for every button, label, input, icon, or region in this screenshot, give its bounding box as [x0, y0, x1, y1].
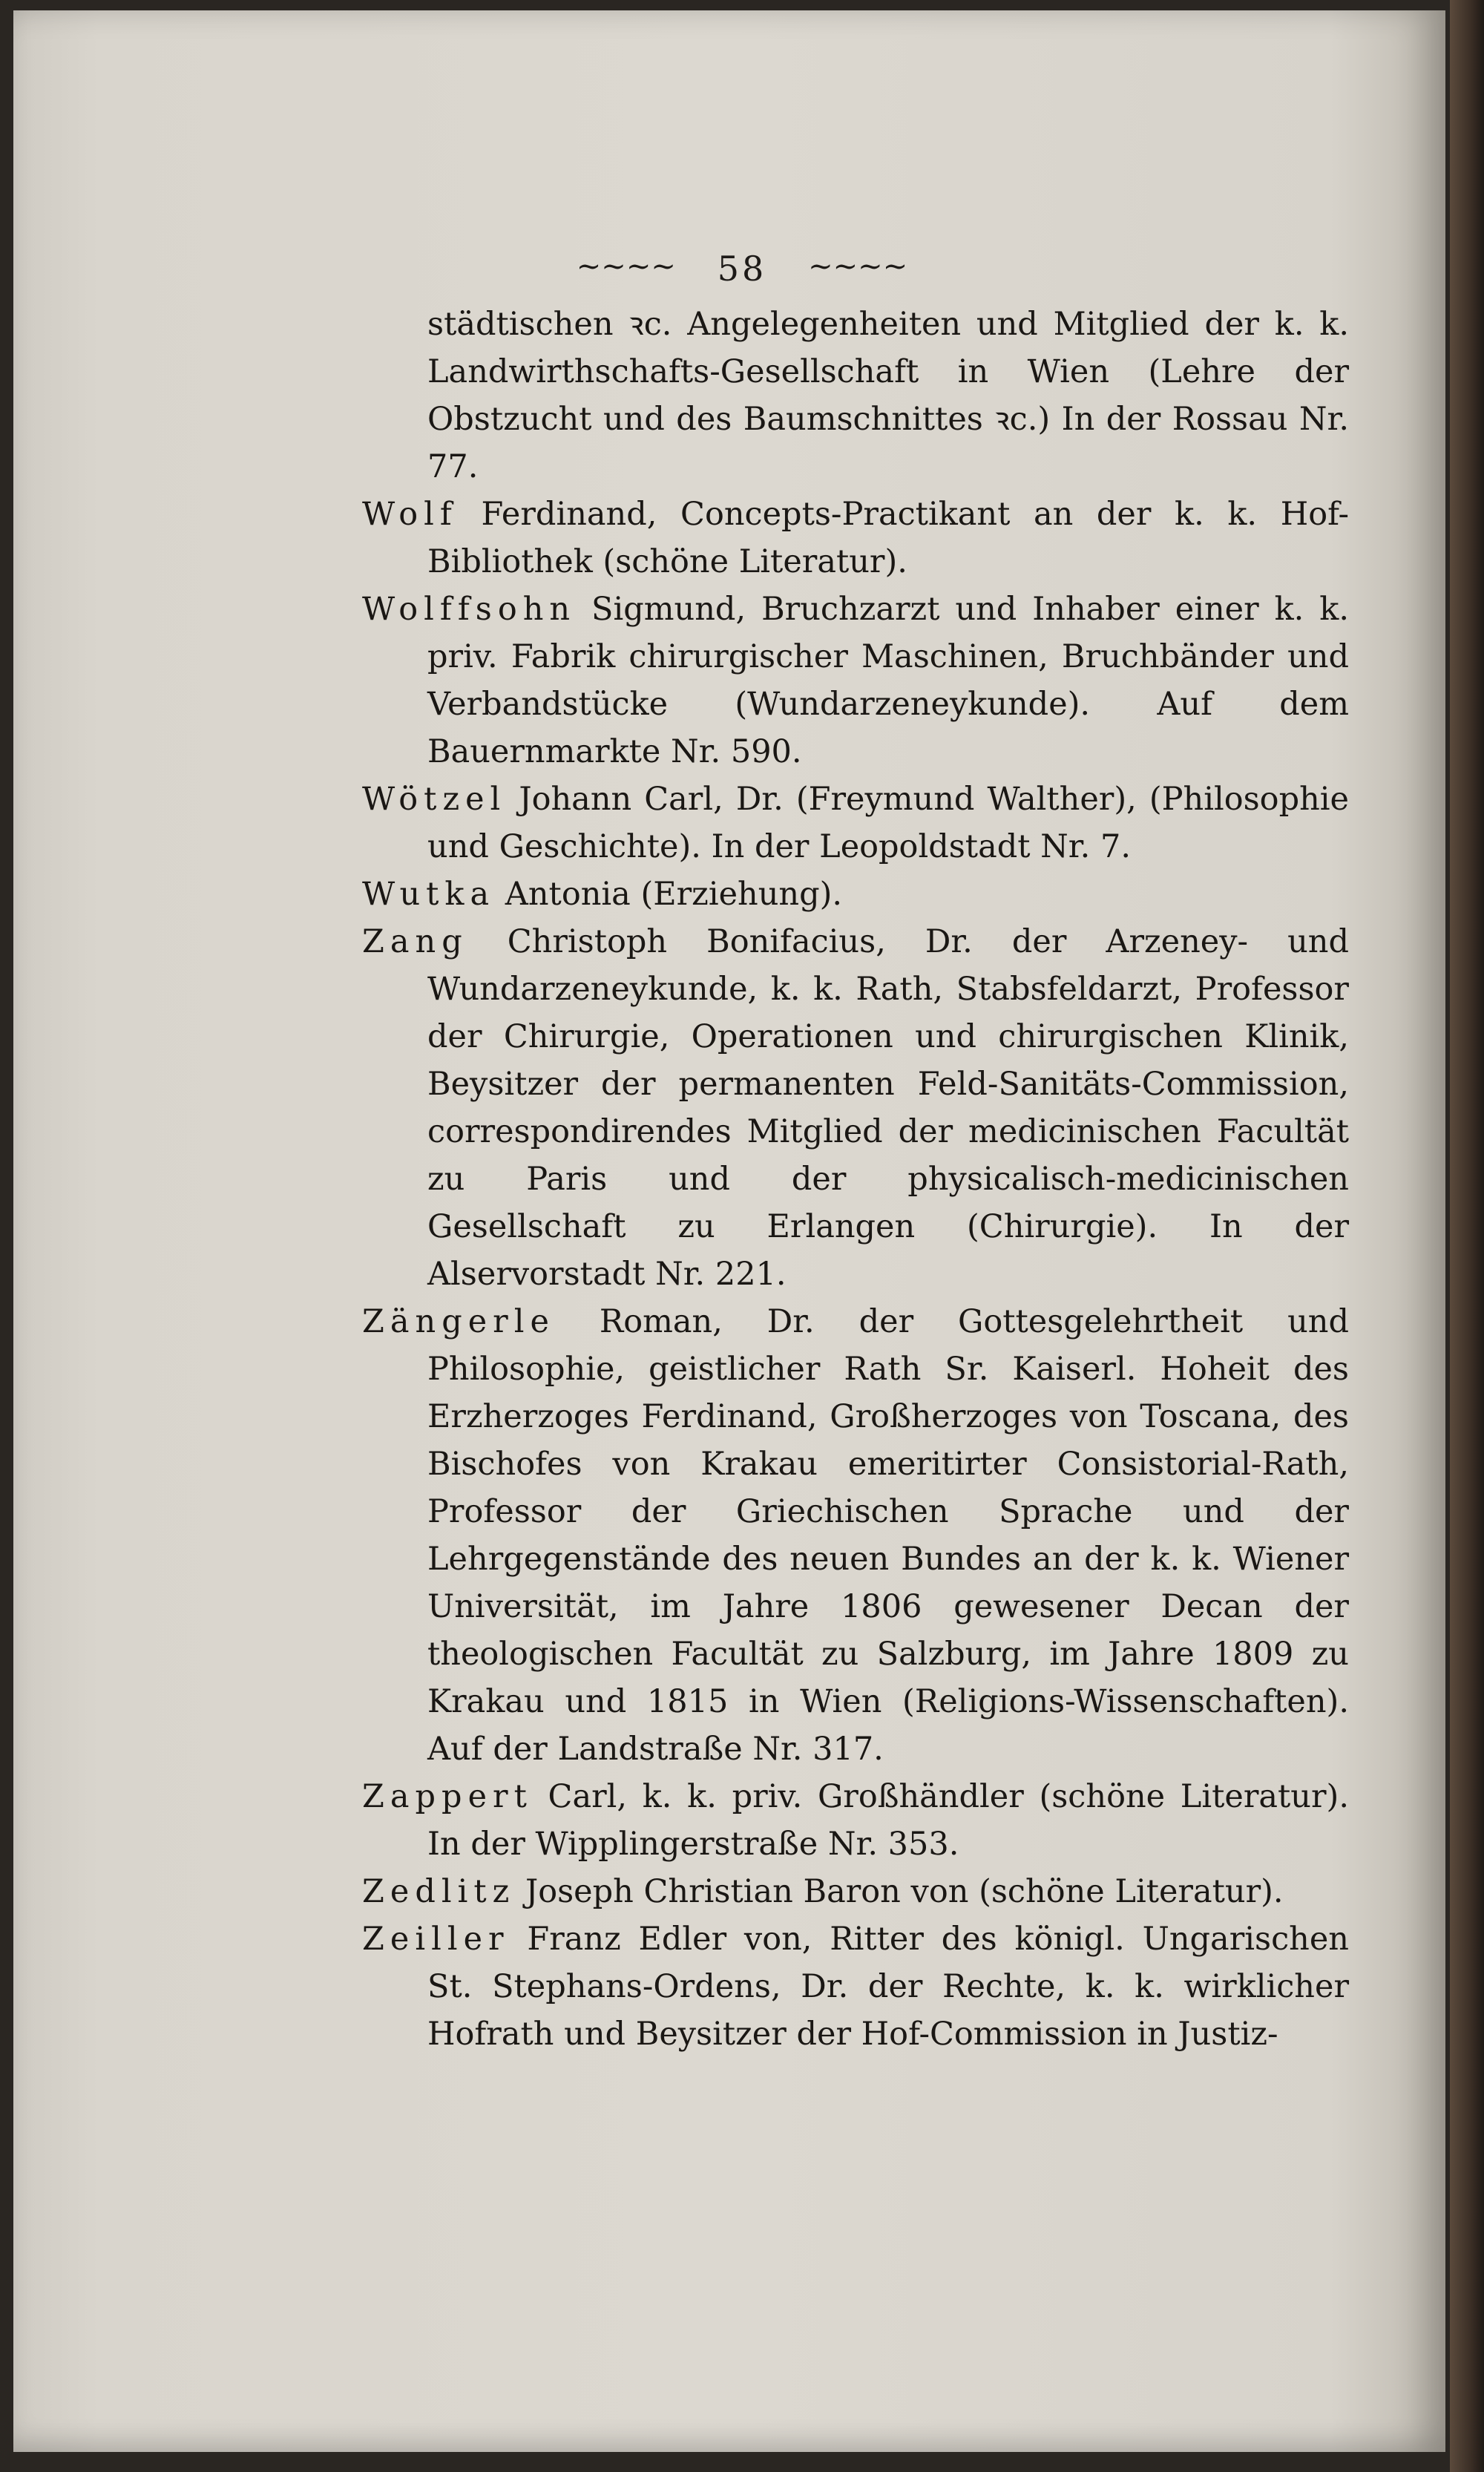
entry-text: städtischen ꝛc. Angelegenheiten und Mitglied der k. k. Landwirthschafts-Gesellschaft in Wien (Lehre der Obstzucht und des Baumschnittes ꝛc.) In der Rossau Nr. 77. — [427, 306, 1349, 485]
entry-text: Sigmund, Bruchzarzt und Inhaber einer k. k. priv. Fabrik chirurgischer Maschinen, Bruchbänder und Verbandstücke (Wundarzeneykunde). Auf dem Bauernmarkte Nr. 590. — [427, 591, 1349, 770]
ornament-left: ~~~~ — [576, 249, 676, 283]
entry-surname: Wolf — [362, 496, 458, 533]
entry-surname: Zeiller — [362, 1921, 510, 1958]
entry-surname: Wolffsohn — [362, 591, 577, 628]
entry — [362, 1915, 1349, 2058]
entry-text: Antonia (Erziehung). — [495, 876, 843, 913]
entry-text: Franz Edler von, Ritter des königl. Ungarischen St. Stephans-Ordens, Dr. der Rechte, k. k. wirklicher Hofrath und Beysitzer der Hof-Commission in Justiz- — [427, 1921, 1349, 2053]
entry — [362, 1773, 1349, 1868]
entry-text: Johann Carl, Dr. (Freymund Walther), (Philosophie und Geschichte). In der Leopoldstadt Nr. 7. — [427, 781, 1349, 865]
entry — [362, 586, 1349, 776]
entry — [362, 1868, 1349, 1915]
book-spine-edge — [1450, 0, 1484, 2472]
entry-continuation — [362, 301, 1349, 491]
entry-surname: Zappert — [362, 1778, 533, 1815]
entry-text: Joseph Christian Baron von (schöne Literatur). — [515, 1873, 1284, 1910]
page-header — [0, 249, 1484, 289]
entry-text: Roman, Dr. der Gottesgelehrtheit und Philosophie, geistlicher Rath Sr. Kaiserl. Hoheit des Erzherzoges Ferdinand, Großherzoges von Toscana, des Bischofes von Krakau emeritirter Consistorial-Rath, Professor der Griechischen Sprache und der Lehrgegenstände des neuen Bundes an der k. k. Wiener Universität, im Jahre 1806 gewesener Decan der theologischen Facultät zu Salzburg, im Jahre 1809 zu Krakau und 1815 in Wien (Religions-Wissenschaften). Auf der Landstraße Nr. 317. — [427, 1303, 1349, 1768]
page-number: 58 — [717, 249, 767, 289]
entry-text: Carl, k. k. priv. Großhändler (schöne Literatur). In der Wipplingerstraße Nr. 353. — [427, 1778, 1349, 1863]
entry-text: Ferdinand, Concepts-Practikant an der k. k. Hof-Bibliothek (schöne Literatur). — [427, 496, 1349, 580]
entry-surname: Wötzel — [362, 781, 507, 818]
entry — [362, 871, 1349, 918]
entry-surname: Zängerle — [362, 1303, 555, 1340]
entry — [362, 776, 1349, 871]
entry — [362, 1298, 1349, 1773]
entry-surname: Zang — [362, 923, 468, 960]
entry-text: Christoph Bonifacius, Dr. der Arzeney- und Wundarzeneykunde, k. k. Rath, Stabsfeldarzt, Professor der Chirurgie, Operationen und chirurgischen Klinik, Beysitzer der permanenten Feld-Sanitäts-Commission, correspondirendes Mitglied der medicinischen Facultät zu Paris und der physicalisch-medicinischen Gesellschaft zu Erlangen (Chirurgie). In der Alservorstadt Nr. 221. — [427, 923, 1349, 1293]
entry-surname: Wutka — [362, 876, 496, 913]
ornament-right: ~~~~ — [808, 249, 908, 283]
entry — [362, 491, 1349, 586]
entry-surname: Zedlitz — [362, 1873, 516, 1910]
entry — [362, 918, 1349, 1298]
page-body — [362, 301, 1349, 2058]
